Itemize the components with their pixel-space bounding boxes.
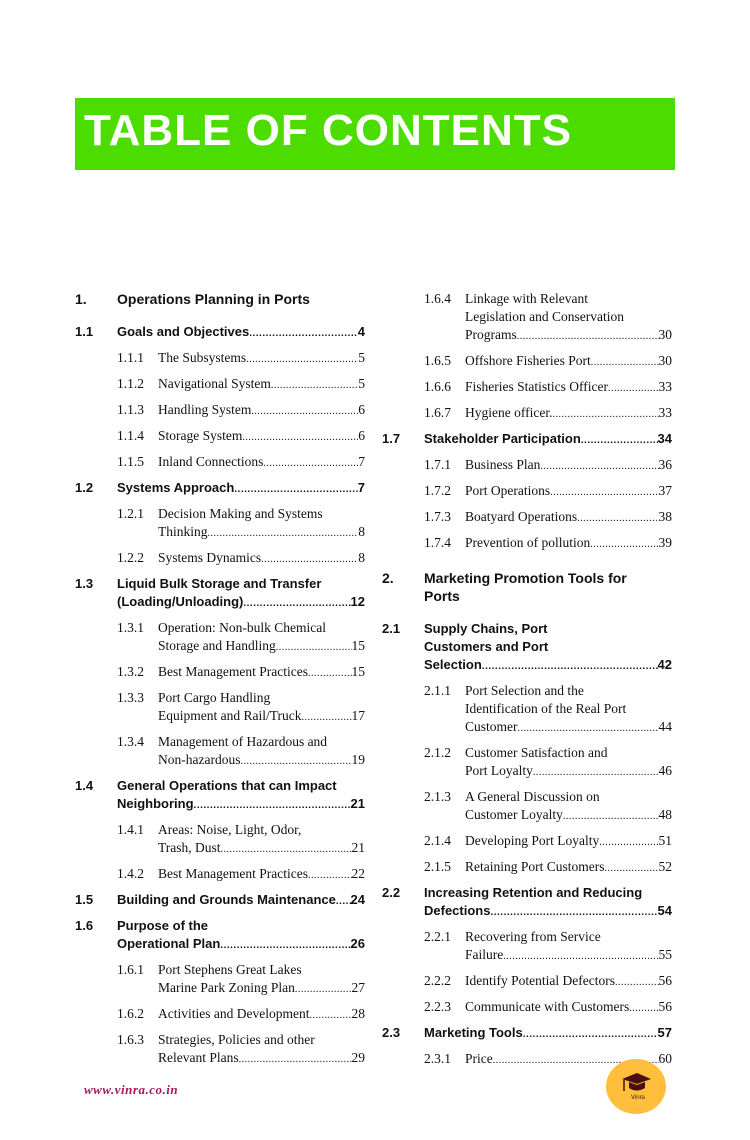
- toc-entry-number: 1.6.7: [424, 405, 451, 420]
- dot-leader: [482, 656, 658, 676]
- toc-subsection[interactable]: [75, 505, 365, 543]
- toc-column-right: [382, 290, 672, 1076]
- dot-leader: [550, 482, 658, 502]
- dot-leader: [591, 352, 659, 372]
- toc-entry-title: Purpose of the: [117, 918, 209, 933]
- toc-entry-title: Building and Grounds Maintenance: [117, 892, 336, 907]
- toc-entry-title: Decision Making and Systems: [158, 506, 323, 521]
- toc-page-number: 5: [358, 350, 365, 365]
- toc-entry-title: Inland Connections: [158, 454, 264, 469]
- toc-entry-number: 1.6.6: [424, 379, 451, 394]
- toc-section[interactable]: [382, 884, 672, 922]
- toc-entry-number: 2.1.4: [424, 833, 451, 848]
- toc-column-left: [75, 290, 365, 1075]
- toc-page-number: 8: [358, 524, 365, 539]
- dot-leader: [243, 593, 350, 613]
- toc-page-number: 42: [657, 657, 672, 672]
- toc-entry-number: 1.4: [75, 778, 94, 793]
- toc-page-number: 39: [658, 535, 672, 550]
- toc-page-number: 56: [658, 999, 672, 1014]
- toc-entry-title: Linkage with Relevant: [465, 291, 588, 306]
- dot-leader: [518, 718, 659, 738]
- toc-entry-title: Identification of the Real Port: [465, 701, 627, 716]
- toc-page-number: 22: [351, 866, 365, 881]
- toc-subsection[interactable]: [75, 427, 365, 447]
- dot-leader: [240, 751, 351, 771]
- toc-entry-title: Areas: Noise, Light, Odor,: [158, 822, 302, 837]
- toc-page-number: 24: [350, 892, 365, 907]
- toc-entry-number: 1.6.3: [117, 1032, 144, 1047]
- toc-entry-title: Ports: [424, 588, 460, 604]
- toc-page-number: 33: [658, 405, 672, 420]
- toc-subsection[interactable]: [75, 689, 365, 727]
- toc-page-number: 6: [358, 402, 365, 417]
- toc-entry-number: 1.1.1: [117, 350, 144, 365]
- toc-entry-title: Customers and Port: [424, 639, 549, 654]
- toc-entry-number: 1.1.3: [117, 402, 144, 417]
- toc-section[interactable]: [382, 1024, 672, 1044]
- toc-entry-title: Storage System: [158, 428, 243, 443]
- toc-page-number: 26: [350, 936, 365, 951]
- toc-entry-title: Legislation and Conservation: [465, 309, 624, 324]
- toc-entry-title: Strategies, Policies and other: [158, 1032, 315, 1047]
- toc-subsection[interactable]: [382, 290, 672, 346]
- toc-entry-title: Business Plan: [465, 457, 541, 472]
- toc-entry-title: Selection: [424, 657, 482, 672]
- dot-leader: [263, 453, 358, 473]
- toc-entry-number: 1.1.4: [117, 428, 144, 443]
- toc-entry-number: 1.3.1: [117, 620, 144, 635]
- toc-chapter[interactable]: [75, 290, 365, 308]
- toc-page-number: 57: [657, 1025, 672, 1040]
- toc-subsection[interactable]: [382, 744, 672, 782]
- toc-entry-number: 1.3.3: [117, 690, 144, 705]
- toc-subsection[interactable]: [75, 619, 365, 657]
- dot-leader: [577, 508, 658, 528]
- dot-leader: [246, 349, 358, 369]
- toc-entry-number: 1.3: [75, 576, 94, 591]
- toc-entry-number: 1.: [75, 291, 87, 307]
- toc-entry-title: Port Stephens Great Lakes: [158, 962, 302, 977]
- toc-entry-title: Prevention of pollution: [465, 535, 591, 550]
- toc-subsection[interactable]: [382, 352, 672, 372]
- toc-page-number: 4: [357, 324, 365, 339]
- toc-subsection[interactable]: [75, 821, 365, 859]
- toc-entry-number: 1.7.3: [424, 509, 451, 524]
- toc-page-number: 44: [658, 719, 672, 734]
- toc-section[interactable]: [75, 891, 365, 911]
- toc-page-number: 27: [351, 980, 365, 995]
- toc-section[interactable]: [75, 777, 365, 815]
- toc-page-number: 21: [350, 796, 365, 811]
- toc-subsection[interactable]: [75, 733, 365, 771]
- toc-subsection[interactable]: [382, 682, 672, 738]
- toc-page-number: 19: [351, 752, 365, 767]
- toc-entry-number: 1.3.2: [117, 664, 144, 679]
- dot-leader: [239, 1049, 352, 1069]
- toc-page-number: 56: [658, 973, 672, 988]
- toc-subsection[interactable]: [382, 534, 672, 554]
- toc-entry-number: 2.3: [382, 1025, 401, 1040]
- toc-entry-title: Increasing Retention and Reducing: [424, 885, 643, 900]
- toc-subsection[interactable]: [382, 832, 672, 852]
- toc-entry-title: Equipment and Rail/Truck: [158, 708, 302, 723]
- toc-entry-number: 1.2: [75, 480, 94, 495]
- toc-subsection[interactable]: [382, 788, 672, 826]
- toc-entry-title: Port Loyalty: [465, 763, 533, 778]
- toc-subsection[interactable]: [75, 375, 365, 395]
- toc-subsection[interactable]: [382, 928, 672, 966]
- toc-entry-title: Port Selection and the: [465, 683, 584, 698]
- toc-entry-title: Customer Satisfaction and: [465, 745, 608, 760]
- toc-entry-title: Systems Approach: [117, 480, 235, 495]
- dot-leader: [309, 1005, 351, 1025]
- title-banner: [75, 98, 675, 170]
- dot-leader: [194, 795, 351, 815]
- toc-entry-number: 1.7: [382, 431, 401, 446]
- toc-entry-number: 1.1: [75, 324, 94, 339]
- toc-entry-title: Offshore Fisheries Port: [465, 353, 591, 368]
- dot-leader: [220, 935, 350, 955]
- toc-entry-title: General Operations that can Impact: [117, 778, 337, 793]
- toc-entry-number: 1.6.2: [117, 1006, 144, 1021]
- toc-page-number: 30: [658, 353, 672, 368]
- toc-entry-number: 1.4.1: [117, 822, 144, 837]
- toc-page-number: 7: [357, 480, 365, 495]
- dot-leader: [208, 523, 359, 543]
- toc-entry-number: 1.6.1: [117, 962, 144, 977]
- graduation-cap-icon: [620, 1071, 652, 1101]
- toc-page-number: 55: [658, 947, 672, 962]
- toc-entry-number: 2.1.1: [424, 683, 451, 698]
- toc-entry-title: (Loading/Unloading): [117, 594, 244, 609]
- toc-entry-number: 1.4.2: [117, 866, 144, 881]
- dot-leader: [242, 427, 358, 447]
- toc-page-number: 38: [658, 509, 672, 524]
- toc-page-number: 51: [658, 833, 672, 848]
- toc-section[interactable]: [75, 917, 365, 955]
- page-title: TABLE OF CONTENTS: [84, 106, 572, 155]
- toc-page-number: 36: [658, 457, 672, 472]
- toc-entry-number: 1.5: [75, 892, 94, 907]
- toc-section[interactable]: [75, 323, 365, 343]
- toc-entry-title: The Subsystems: [158, 350, 247, 365]
- toc-page-number: 8: [358, 550, 365, 565]
- toc-subsection[interactable]: [382, 482, 672, 502]
- toc-entry-title: Failure: [465, 947, 504, 962]
- toc-entry-title: Management of Hazardous and: [158, 734, 328, 749]
- toc-entry-number: 1.6.4: [424, 291, 451, 306]
- toc-entry-title: Best Management Practices: [158, 664, 308, 679]
- toc-subsection[interactable]: [75, 549, 365, 569]
- dot-leader: [533, 762, 659, 782]
- toc-entry-number: 2.2.2: [424, 973, 451, 988]
- dot-leader: [221, 839, 352, 859]
- toc-page-number: 48: [658, 807, 672, 822]
- toc-subsection[interactable]: [382, 378, 672, 398]
- toc-entry-title: Operations Planning in Ports: [117, 291, 310, 307]
- vinra-logo: [606, 1059, 666, 1114]
- dot-leader: [302, 707, 352, 727]
- toc-entry-number: 2.3.1: [424, 1051, 451, 1066]
- dot-leader: [615, 972, 659, 992]
- toc-subsection[interactable]: [382, 972, 672, 992]
- toc-page-number: 17: [351, 708, 365, 723]
- dot-leader: [590, 534, 658, 554]
- toc-entry-number: 1.1.5: [117, 454, 144, 469]
- toc-page-number: 33: [658, 379, 672, 394]
- dot-leader: [599, 832, 658, 852]
- toc-section[interactable]: [382, 430, 672, 450]
- toc-subsection[interactable]: [75, 1031, 365, 1069]
- toc-entry-title: Systems Dynamics: [158, 550, 262, 565]
- toc-page-number: 28: [351, 1006, 365, 1021]
- toc-subsection[interactable]: [75, 1005, 365, 1025]
- toc-page-number: 21: [351, 840, 365, 855]
- footer-website-link[interactable]: www.vinra.co.in: [84, 1082, 179, 1097]
- toc-subsection[interactable]: [75, 961, 365, 999]
- toc-entry-title: Port Operations: [465, 483, 551, 498]
- toc-entry-number: 1.1.2: [117, 376, 144, 391]
- dot-leader: [517, 326, 659, 346]
- toc-entry-number: 1.2.2: [117, 550, 144, 565]
- toc-entry-number: 1.2.1: [117, 506, 144, 521]
- toc-page-number: 12: [350, 594, 365, 609]
- toc-page-number: 34: [657, 431, 672, 446]
- toc-subsection[interactable]: [382, 456, 672, 476]
- toc-entry-title: Fisheries Statistics Officer: [465, 379, 608, 394]
- dot-leader: [308, 663, 352, 683]
- toc-subsection[interactable]: [75, 401, 365, 421]
- dot-leader: [523, 1024, 658, 1044]
- toc-entry-title: Stakeholder Participation: [424, 431, 581, 446]
- toc-section[interactable]: [382, 620, 672, 676]
- toc-entry-title: Goals and Objectives: [117, 324, 250, 339]
- dot-leader: [490, 902, 657, 922]
- toc-section[interactable]: [75, 479, 365, 499]
- toc-page-number: 37: [658, 483, 672, 498]
- toc-entry-title: Operational Plan: [117, 936, 221, 951]
- toc-subsection[interactable]: [75, 663, 365, 683]
- dot-leader: [581, 430, 658, 450]
- dot-leader: [503, 946, 658, 966]
- toc-entry-title: Identify Potential Defectors: [465, 973, 615, 988]
- toc-entry-title: Marketing Promotion Tools for: [424, 570, 627, 586]
- toc-entry-number: 1.6.5: [424, 353, 451, 368]
- toc-entry-title: Thinking: [158, 524, 208, 539]
- dot-leader: [608, 378, 659, 398]
- toc-entry-number: 1.7.2: [424, 483, 451, 498]
- toc-entry-title: Defections: [424, 903, 491, 918]
- toc-page-number: 6: [358, 428, 365, 443]
- dot-leader: [540, 456, 658, 476]
- toc-entry-title: Handling System: [158, 402, 252, 417]
- toc-entry-title: Customer: [465, 719, 518, 734]
- toc-page-number: 60: [658, 1051, 672, 1066]
- toc-entry-title: Best Management Practices: [158, 866, 308, 881]
- toc-subsection[interactable]: [75, 349, 365, 369]
- dot-leader: [605, 858, 659, 878]
- toc-entry-number: 2.2.1: [424, 929, 451, 944]
- toc-entry-title: Operation: Non-bulk Chemical: [158, 620, 326, 635]
- toc-entry-title: Marketing Tools: [424, 1025, 523, 1040]
- toc-entry-title: Storage and Handling: [158, 638, 276, 653]
- toc-page-number: 30: [658, 327, 672, 342]
- toc-entry-number: 2.1: [382, 621, 401, 636]
- toc-entry-title: Developing Port Loyalty: [465, 833, 600, 848]
- toc-entry-title: Navigational System: [158, 376, 271, 391]
- toc-entry-title: Customer Loyalty: [465, 807, 563, 822]
- toc-subsection[interactable]: [75, 865, 365, 885]
- toc-page-number: 46: [658, 763, 672, 778]
- toc-subsection[interactable]: [75, 453, 365, 473]
- toc-subsection[interactable]: [382, 404, 672, 424]
- toc-entry-title: Relevant Plans: [158, 1050, 239, 1065]
- dot-leader: [336, 891, 351, 911]
- dot-leader: [249, 323, 358, 343]
- toc-page-number: 5: [358, 376, 365, 391]
- dot-leader: [563, 806, 659, 826]
- toc-entry-title: Hygiene officer.: [465, 405, 553, 420]
- toc-page-number: 15: [351, 664, 365, 679]
- dot-leader: [271, 375, 358, 395]
- toc-entry-title: Programs: [465, 327, 517, 342]
- toc-page-number: 54: [657, 903, 672, 918]
- toc-section[interactable]: [75, 575, 365, 613]
- toc-subsection[interactable]: [382, 998, 672, 1018]
- toc-entry-title: Neighboring: [117, 796, 194, 811]
- toc-entry-number: 1.3.4: [117, 734, 144, 749]
- toc-chapter[interactable]: [382, 569, 672, 605]
- toc-entry-title: Supply Chains, Port: [424, 621, 548, 636]
- toc-entry-number: 2.2: [382, 885, 401, 900]
- toc-entry-title: Price: [465, 1051, 493, 1066]
- svg-text:Vinra: Vinra: [631, 1095, 645, 1101]
- dot-leader: [552, 404, 658, 424]
- toc-entry-number: 2.2.3: [424, 999, 451, 1014]
- toc-entry-number: 1.7.1: [424, 457, 451, 472]
- toc-page-number: 7: [358, 454, 365, 469]
- dot-leader: [629, 998, 658, 1018]
- toc-entry-number: 1.6: [75, 918, 94, 933]
- toc-entry-title: A General Discussion on: [465, 789, 600, 804]
- toc-entry-title: Liquid Bulk Storage and Transfer: [117, 576, 322, 591]
- toc-entry-number: 2.1.5: [424, 859, 451, 874]
- dot-leader: [261, 549, 358, 569]
- toc-page-number: 15: [351, 638, 365, 653]
- toc-entry-number: 2.1.2: [424, 745, 451, 760]
- toc-entry-title: Marine Park Zoning Plan: [158, 980, 295, 995]
- toc-entry-title: Non-hazardous: [158, 752, 241, 767]
- toc-entry-number: 1.7.4: [424, 535, 451, 550]
- toc-entry-number: 2.: [382, 570, 394, 586]
- toc-entry-title: Recovering from Service: [465, 929, 601, 944]
- dot-leader: [234, 479, 357, 499]
- toc-entry-title: Retaining Port Customers: [465, 859, 605, 874]
- toc-entry-title: Activities and Development: [158, 1006, 310, 1021]
- dot-leader: [308, 865, 352, 885]
- toc-entry-title: Communicate with Customers: [465, 999, 630, 1014]
- toc-page-number: 52: [658, 859, 672, 874]
- toc-entry-title: Port Cargo Handling: [158, 690, 271, 705]
- dot-leader: [251, 401, 358, 421]
- toc-entry-number: 2.1.3: [424, 789, 451, 804]
- toc-subsection[interactable]: [382, 858, 672, 878]
- dot-leader: [295, 979, 352, 999]
- toc-entry-title: Trash, Dust: [158, 840, 221, 855]
- toc-entry-title: Boatyard Operations: [465, 509, 578, 524]
- dot-leader: [276, 637, 352, 657]
- toc-subsection[interactable]: [382, 508, 672, 528]
- toc-page-number: 29: [351, 1050, 365, 1065]
